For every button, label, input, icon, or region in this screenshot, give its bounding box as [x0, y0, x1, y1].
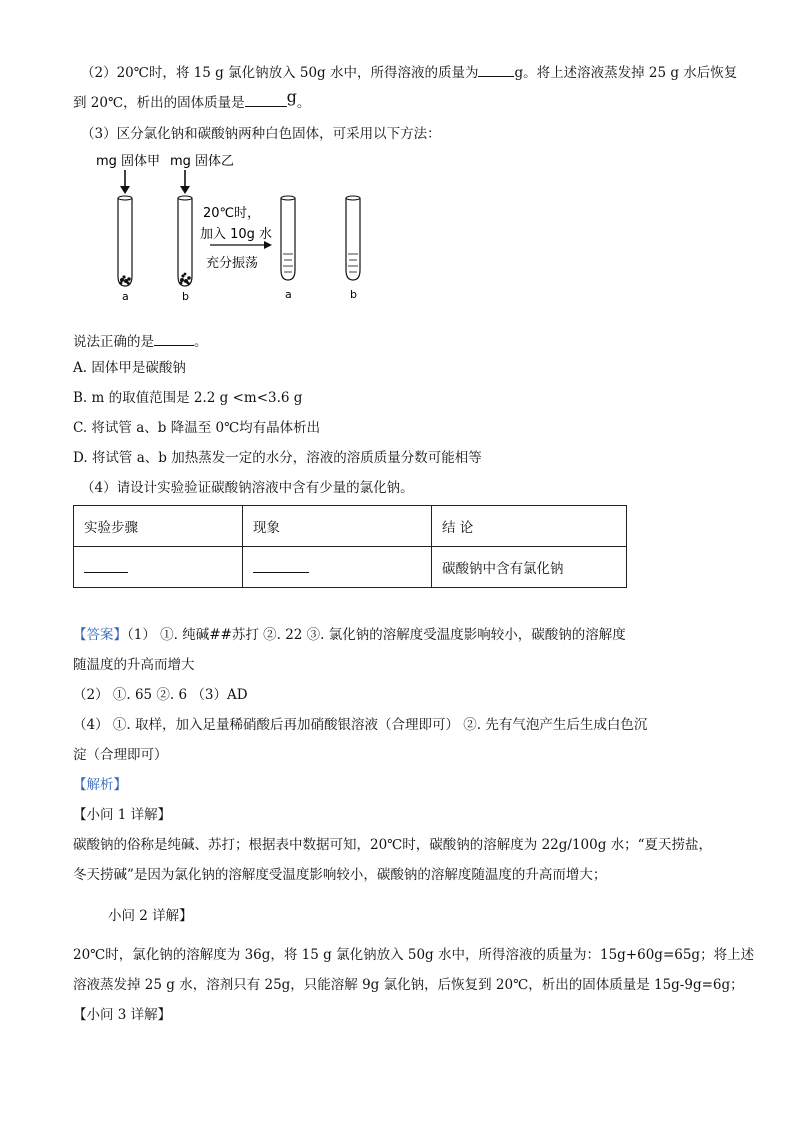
analysis-label: 【解析】	[73, 777, 127, 793]
tube-label-b: b	[350, 288, 357, 301]
subheading-q1: 【小问 1 详解】	[73, 807, 172, 823]
analysis-p1-line2: 冬天捞碱”是因为氯化钠的溶解度受温度影响较小，碳酸钠的溶解度随温度的升高而增大；	[73, 867, 607, 883]
table-header: 实验步骤	[74, 506, 243, 547]
table-cell-blank	[243, 547, 432, 588]
q3-intro: （3）区分氯化钠和碳酸钠两种白色固体，可采用以下方法：	[81, 126, 441, 142]
condition-shake: 充分振荡	[206, 256, 259, 271]
answer-label: 【答案】	[73, 627, 127, 643]
table-cell-blank	[74, 547, 243, 588]
arrow-down-icon	[120, 186, 130, 194]
option-c: C. 将试管 a、b 降温至 0℃均有晶体析出	[73, 420, 321, 436]
answer-blank	[478, 62, 514, 77]
analysis-p2-line1: 20℃时，氯化钠的溶解度为 36g，将 15 g 氯化钠放入 50g 水中，所得溶液的质量为：15g+60g=65g；将上述	[73, 947, 755, 963]
condition-water: 加入 10g 水	[200, 227, 273, 242]
arrow-right-icon	[264, 241, 272, 249]
analysis-p1-line1: 碳酸钠的俗称是纯碱、苏打；根据表中数据可知，20℃时，碳酸钠的溶解度为 22g/100g 水；“夏天捞盐，	[73, 837, 713, 853]
q2-line2: 到 20℃，析出的固体质量是 g。	[73, 87, 311, 111]
answer-line4: （4） ①. 取样，加入足量稀硝酸后再加硝酸银溶液（合理即可） ②. 先有气泡产生后生成白色沉	[73, 717, 648, 733]
experiment-table	[73, 505, 627, 588]
tube-label-a: a	[285, 288, 292, 301]
test-tube-a-solid	[118, 198, 132, 286]
q3-prompt: 说法正确的是 。	[73, 331, 208, 352]
tube-label-a: a	[122, 290, 129, 303]
answer-line1: 【答案】（1） ①. 纯碱##苏打 ②. 22 ③. 氯化钠的溶解度受温度影响较小，碳酸钠的溶解度	[73, 627, 626, 643]
table-row	[74, 547, 627, 588]
answer-blank	[253, 558, 309, 573]
analysis-p2-line2: 溶液蒸发掉 25 g 水，溶剂只有 25g，只能溶解 9g 氯化钠，后恢复到 20℃，析出的固体质量是 15g-9g=6g；	[73, 977, 744, 993]
subheading-q3: 【小问 3 详解】	[73, 1007, 172, 1023]
answer-blank	[154, 331, 194, 346]
table-header: 结 论	[432, 506, 627, 547]
answer-blank	[245, 92, 287, 107]
table-cell: 碳酸钠中含有氯化钠	[432, 547, 627, 588]
answer-blank	[84, 558, 128, 573]
table-header: 现象	[243, 506, 432, 547]
label-solid-yi: mg 固体乙	[170, 154, 235, 169]
option-b: B. m 的取值范围是 2.2 g <m<3.6 g	[73, 390, 303, 406]
q4-intro: （4）请设计实验验证碳酸钠溶液中含有少量的氯化钠。	[81, 480, 414, 496]
test-tube-a-solution	[281, 198, 295, 280]
subheading-q2: 小问 2 详解】	[108, 908, 193, 924]
tube-label-b: b	[182, 290, 189, 303]
answer-line5: 淀（合理即可）	[73, 747, 168, 763]
test-tube-figure	[88, 150, 388, 310]
test-tube-b-solution	[346, 198, 360, 280]
answer-line3: （2） ①. 65 ②. 6 （3）AD	[73, 687, 248, 703]
answer-line2: 随温度的升高而增大	[73, 657, 195, 673]
q2-line1: （2）20℃时，将 15 g 氯化钠放入 50g 水中，所得溶液的质量为 g。将上述溶液蒸发掉 25 g 水后恢复	[81, 62, 737, 83]
label-solid-jia: mg 固体甲	[96, 154, 161, 169]
arrow-down-icon	[180, 186, 190, 194]
option-a: A. 固体甲是碳酸钠	[73, 360, 186, 376]
option-d: D. 将试管 a、b 加热蒸发一定的水分，溶液的溶质质量分数可能相等	[73, 450, 482, 466]
condition-temp: 20℃时，	[203, 206, 261, 221]
table-header-row	[74, 506, 627, 547]
